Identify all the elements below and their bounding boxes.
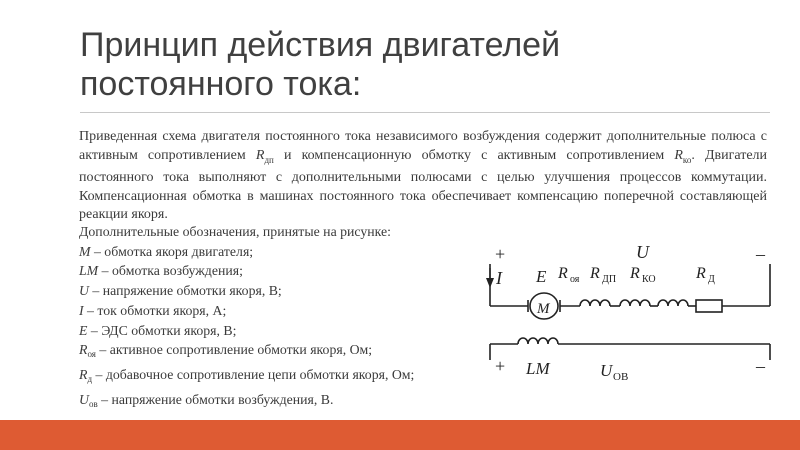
slide-title: Принцип действия двигателей постоянного тока: [80,26,561,103]
para-symbol-rdp: R [255,147,265,163]
para-text-3: . Двигатели постоянного тока выполняют с дополнительными полюсами с целью улучшения процессов коммутации. Компенсационная обмотка в машинах постоянного тока обеспечивает компенсацию поперечной составляющей реакции якоря. [79,147,768,223]
rdp-sub-label: ДП [602,274,617,285]
rdp-coil [620,300,650,306]
title-divider [80,112,770,113]
legend-item: I – ток обмотки якоря, А; [79,302,227,318]
rd-resistor [696,300,722,312]
i-label: I [496,268,502,288]
legend-heading: Дополнительные обозначения, принятые на рисунке: [79,224,391,239]
legend-item: $U_{ов}$ – напряжение обмотки возбуждения, В. [79,391,334,409]
rd-sub-label: Д [708,274,715,285]
description-paragraph [79,128,767,225]
uov-label: U [600,361,613,380]
m-label: M [537,301,550,317]
legend-item: M – обмотка якоря двигателя; [79,243,254,259]
current-arrow-head [486,278,494,288]
uov-sub-label: ОВ [613,371,629,383]
legend-item: E – ЭДС обмотки якоря, В; [79,322,237,338]
u-label: U [636,242,649,262]
footer-bar [0,420,800,450]
roya-coil [580,300,610,306]
lm-label: LM [526,359,550,378]
rko-sub-label: КО [642,274,656,285]
para-text-2: и компенсационную обмотку с активным сопротивлением [273,147,675,163]
minus-top-label: – [756,244,765,264]
para-text-1: Приведенная схема двигателя постоянного тока независимого возбуждения содержит дополнительные полюса с активным сопротивлением [79,129,767,163]
para-symbol-rko: R [674,147,683,163]
legend-item: LM – обмотка возбуждения; [79,263,243,279]
roya-sub-label: оя [570,274,580,285]
rko-coil [658,300,688,306]
para-symbol-rko-sub: ко [682,154,692,165]
motor-circuit-diagram [484,238,784,388]
legend-item: $R_{оя}$ – активное сопротивление обмотки якоря, Ом; [79,342,373,360]
legend-item: $R_д$ – добавочное сопротивление цепи обмотки якоря, Ом; [79,366,415,384]
legend-item: U – напряжение обмотки якоря, В; [79,283,282,299]
plus-top-label: + [495,244,506,264]
rdp-label: R [590,265,600,282]
plus-bottom-label: + [495,356,506,376]
para-symbol-rdp-sub: дп [264,154,274,165]
e-label: E [536,267,547,286]
roya-label: R [558,265,568,282]
rko-label: R [630,265,640,282]
rd-label: R [696,265,706,282]
lm-coil [518,338,558,344]
minus-bottom-label: – [756,356,765,376]
legend-list [79,222,499,414]
